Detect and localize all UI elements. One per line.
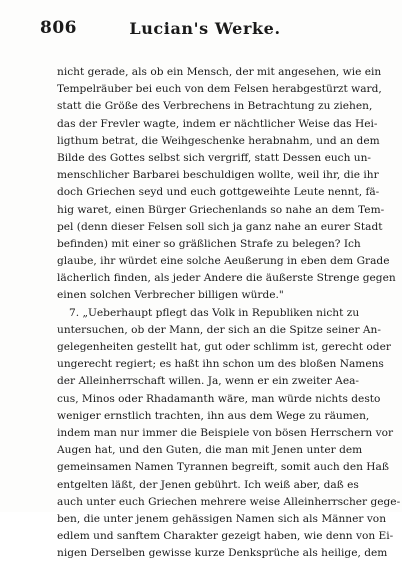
- running-head: Lucian's Werke.: [129, 19, 281, 38]
- text-line: indem man nur immer die Beispiele von bösen Herrschern vor: [57, 426, 394, 439]
- text-line: lächerlich finden, als jeder Andere die äußerste Strenge gegen: [57, 272, 396, 285]
- text-line: ligthum betrat, die Weihgeschenke herabnahm, und an dem: [57, 134, 380, 147]
- text-line: glaube, ihr würdet eine solche Aeußerung in eben dem Grade: [57, 255, 390, 268]
- text-line: gemeinsamen Namen Tyrannen begreift, somit auch den Haß: [57, 461, 389, 474]
- text-line: doch Griechen seyd und euch gottgeweihte Leute nennt, fä-: [57, 186, 380, 199]
- text-line: untersuchen, ob der Mann, der sich an die Spitze seiner An-: [57, 323, 381, 336]
- text-line: weniger ernstlich trachten, ihn aus dem Wege zu räumen,: [57, 409, 370, 422]
- text-line: Augen hat, und den Guten, die man mit Jenen unter dem: [57, 444, 363, 457]
- text-line: ungerecht regiert; es haßt ihn schon um des bloßen Namens: [57, 358, 384, 371]
- paragraph-end-line: einen solchen Verbrecher billigen würde.": [57, 289, 284, 302]
- text-line: Bilde des Gottes selbst sich vergriff, statt Dessen euch un-: [57, 151, 372, 164]
- text-line: entgelten läßt, der Jenen gebührt. Ich weiß aber, daß es: [57, 478, 359, 491]
- text-line: auch unter euch Griechen mehrere weise Alleinherrscher gege-: [57, 495, 401, 508]
- page-header: [40, 18, 370, 40]
- text-line: edlem und sanftem Charakter gezeigt haben, wie denn von Ei-: [57, 530, 394, 543]
- text-line: nigen Derselben gewisse kurze Denksprüche als heilige, dem: [57, 547, 388, 560]
- text-line: der Alleinherrschaft willen. Ja, wenn er ein zweiter Aea-: [57, 375, 359, 388]
- text-line: hig waret, einen Bürger Griechenlands so nahe an dem Tem-: [57, 203, 385, 216]
- text-line: pel (denn dieser Felsen soll sich ja ganz nahe an eurer Stadt: [57, 220, 383, 233]
- paragraph-start-line: 7. „Ueberhaupt pflegt das Volk in Republiken nicht zu: [69, 306, 360, 319]
- text-line: menschlicher Barbarei beschuldigen wollte, weil ihr, die ihr: [57, 169, 379, 182]
- text-line: das der Frevler wagte, indem er nächtlicher Weise das Hei-: [57, 117, 378, 130]
- text-line: statt die Größe des Verbrechens in Betrachtung zu ziehen,: [57, 100, 373, 113]
- text-line: befinden) mit einer so gräßlichen Strafe zu belegen? Ich: [57, 237, 361, 250]
- text-line: ben, die unter jenem gehässigen Namen sich als Männer von: [57, 512, 387, 525]
- text-line: cus, Minos oder Rhadamanth wäre, man würde nichts desto: [57, 392, 381, 405]
- page-number: 806: [40, 18, 77, 38]
- body-text: [57, 64, 401, 562]
- text-line: nicht gerade, als ob ein Mensch, der mit angesehen, wie ein: [57, 66, 382, 78]
- text-line: Tempelräuber bei euch von dem Felsen herabgestürzt ward,: [57, 83, 382, 96]
- text-line: gelegenheiten gestellt hat, gut oder schlimm ist, gerecht oder: [57, 341, 391, 353]
